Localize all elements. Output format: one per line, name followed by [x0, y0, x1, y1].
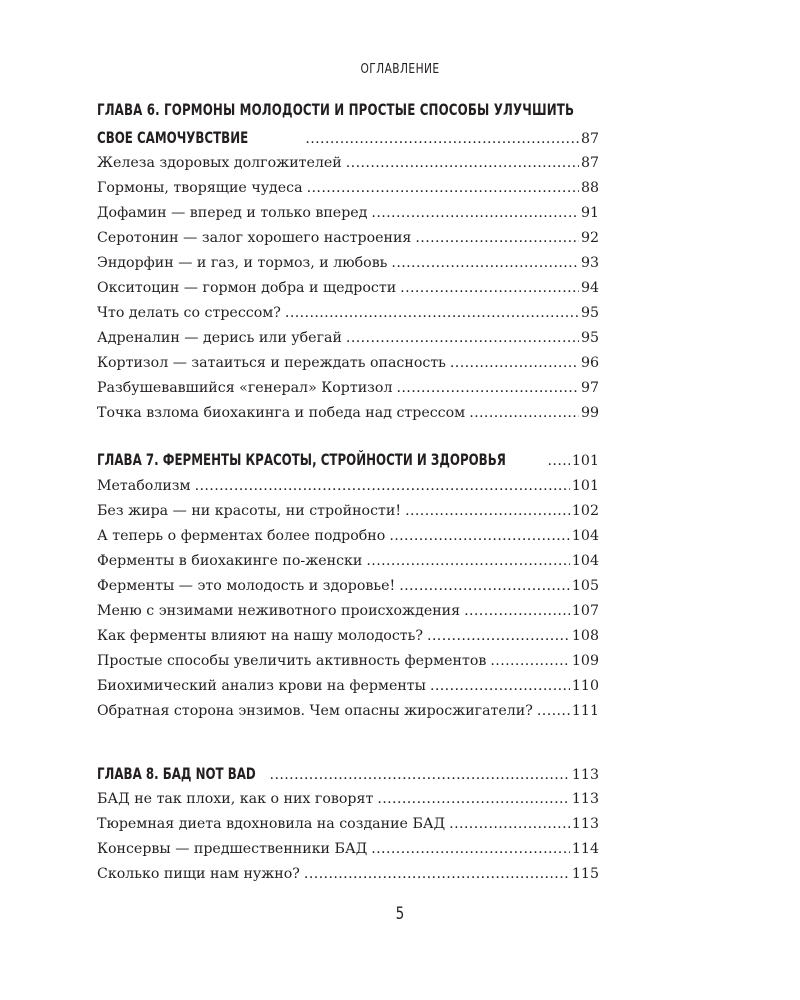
toc-entry-title: Адреналин — дерись или убегай — [97, 330, 342, 346]
toc-entry-page: 110 — [571, 678, 599, 694]
dot-leader — [371, 205, 579, 221]
dot-leader — [391, 255, 579, 271]
dot-leader — [490, 653, 570, 669]
dot-leader — [346, 155, 579, 171]
toc-entry-page: 111 — [571, 703, 599, 719]
toc-entry-page: 95 — [580, 330, 599, 346]
chapter-6-title: ГЛАВА 6. ГОРМОНЫ МОЛОДОСТИ И ПРОСТЫЕ СПОСОБЫ УЛУЧШИТЬ — [97, 100, 575, 119]
toc-entry-page: 105 — [571, 578, 599, 594]
toc-entry-title: Гормоны, творящие чудеса — [97, 180, 303, 196]
toc-entry-title: Кортизол — затаиться и переждать опасность — [97, 355, 446, 371]
dot-leader — [399, 578, 570, 594]
dot-leader — [464, 603, 570, 619]
toc-entry-title: Ферменты — это молодость и здоровье! — [97, 578, 396, 594]
toc-entry-page: 108 — [571, 628, 599, 644]
chapter-7-heading-row[interactable] — [97, 450, 599, 472]
toc-entry[interactable] — [97, 255, 599, 277]
toc-entry[interactable] — [97, 155, 599, 177]
toc-entry-page: 101 — [571, 478, 599, 494]
toc-entry-title: Окситоцин — гормон добра и щедрости — [97, 280, 397, 296]
toc-entry[interactable] — [97, 305, 599, 327]
toc-entry[interactable] — [97, 180, 599, 202]
chapter-7-title: ГЛАВА 7. ФЕРМЕНТЫ КРАСОТЫ, СТРОЙНОСТИ И ЗДОРОВЬЯ — [97, 450, 506, 469]
toc-entry-title: БАД не так плохи, как о них говорят — [97, 791, 374, 807]
toc-entry-page: 107 — [571, 603, 599, 619]
page-number: 5 — [395, 904, 405, 924]
dot-leader — [270, 767, 570, 783]
dot-leader — [400, 280, 579, 296]
toc-entry-page: 87 — [580, 155, 599, 171]
dot-leader — [307, 180, 579, 196]
toc-entry-page: 109 — [571, 653, 599, 669]
toc-entry-title: Простые способы увеличить активность ферментов — [97, 653, 487, 669]
toc-entry-page: 99 — [580, 405, 599, 421]
toc-entry[interactable] — [97, 503, 599, 525]
toc-entry-page: 88 — [580, 180, 599, 196]
toc-entry[interactable] — [97, 791, 599, 813]
dot-leader — [427, 628, 570, 644]
toc-entry-title: Ферменты в биохакинге по-женски — [97, 553, 363, 569]
toc-entry-title: Тюремная диета вдохновила на создание БАД — [97, 816, 446, 832]
toc-entry[interactable] — [97, 603, 599, 625]
toc-entry-page: 104 — [571, 553, 599, 569]
dot-leader — [305, 131, 579, 147]
dot-leader — [195, 478, 570, 494]
toc-entry[interactable] — [97, 678, 599, 700]
toc-entry-title: Эндорфин — и газ, и тормоз, и любовь — [97, 255, 388, 271]
toc-entry-title: Дофамин — вперед и только вперед — [97, 205, 368, 221]
dot-leader — [469, 405, 579, 421]
toc-entry[interactable] — [97, 578, 599, 600]
toc-entry-page: 104 — [571, 528, 599, 544]
chapter-8-page: 113 — [571, 767, 599, 783]
toc-entry-title: А теперь о ферментах более подробно — [97, 528, 386, 544]
chapter-8-title: ГЛАВА 8. БАД NOT BAD — [97, 764, 256, 783]
dot-leader — [346, 330, 579, 346]
toc-entry[interactable] — [97, 816, 599, 838]
dot-leader — [371, 841, 570, 857]
dot-leader — [377, 791, 570, 807]
toc-entry[interactable] — [97, 280, 599, 302]
dot-leader — [366, 553, 570, 569]
toc-entry-page: 91 — [580, 205, 599, 221]
toc-entry[interactable] — [97, 330, 599, 352]
toc-entry-title: Что делать со стрессом? — [97, 305, 281, 321]
dot-leader — [548, 453, 570, 469]
dot-leader — [449, 816, 570, 832]
toc-entry-title: Сколько пищи нам нужно? — [97, 866, 300, 882]
toc-entry-title: Метаболизм — [97, 478, 191, 494]
toc-entry-title: Разбушевавшийся «генерал» Кортизол — [97, 380, 393, 396]
toc-entry[interactable] — [97, 553, 599, 575]
toc-entry[interactable] — [97, 230, 599, 252]
toc-entry[interactable] — [97, 703, 599, 725]
dot-leader — [430, 678, 570, 694]
toc-entry-title: Биохимический анализ крови на ферменты — [97, 678, 426, 694]
toc-entry-page: 95 — [580, 305, 599, 321]
running-head: ОГЛАВЛЕНИЕ — [360, 62, 440, 77]
dot-leader — [396, 380, 578, 396]
toc-entry-page: 102 — [571, 503, 599, 519]
toc-entry-page: 92 — [580, 230, 599, 246]
dot-leader — [304, 866, 570, 882]
dot-leader — [537, 703, 570, 719]
toc-entry-page: 97 — [580, 380, 599, 396]
toc-entry-title: Как ферменты влияют на нашу молодость? — [97, 628, 423, 644]
toc-entry-page: 113 — [571, 816, 599, 832]
chapter-7-page: 101 — [571, 453, 599, 469]
chapter-6-heading-row[interactable] — [97, 128, 599, 150]
toc-entry-title: Серотонин — залог хорошего настроения — [97, 230, 412, 246]
dot-leader — [415, 230, 579, 246]
toc-entry[interactable] — [97, 528, 599, 550]
chapter-8-heading-row[interactable] — [97, 764, 599, 786]
toc-entry-title: Точка взлома биохакинга и победа над стрессом — [97, 405, 466, 421]
toc-entry-title: Консервы — предшественники БАД — [97, 841, 368, 857]
toc-entry[interactable] — [97, 355, 599, 377]
toc-entry-page: 96 — [580, 355, 599, 371]
toc-entry[interactable] — [97, 405, 599, 427]
toc-entry[interactable] — [97, 653, 599, 675]
dot-leader — [405, 503, 570, 519]
toc-entry-title: Без жира — ни красоты, ни стройности! — [97, 503, 402, 519]
toc-entry-page: 114 — [571, 841, 599, 857]
toc-entry-page: 115 — [571, 866, 599, 882]
toc-entry-page: 93 — [580, 255, 599, 271]
toc-entry[interactable] — [97, 380, 599, 402]
dot-leader — [285, 305, 579, 321]
toc-entry-title: Обратная сторона энзимов. Чем опасны жиросжигатели? — [97, 703, 533, 719]
dot-leader — [450, 355, 579, 371]
toc-entry-page: 113 — [571, 791, 599, 807]
toc-entry[interactable] — [97, 478, 599, 500]
dot-leader — [389, 528, 570, 544]
toc-entry[interactable] — [97, 205, 599, 227]
toc-entry-title: Меню с энзимами неживотного происхождения — [97, 603, 461, 619]
toc-entry[interactable] — [97, 866, 599, 888]
toc-entry[interactable] — [97, 628, 599, 650]
toc-entry[interactable] — [97, 841, 599, 863]
chapter-6-title-continued: СВОЕ САМОЧУВСТВИЕ — [97, 128, 249, 147]
chapter-6-page: 87 — [580, 131, 599, 147]
toc-entry-title: Железа здоровых долгожителей — [97, 155, 342, 171]
toc-entry-page: 94 — [580, 280, 599, 296]
